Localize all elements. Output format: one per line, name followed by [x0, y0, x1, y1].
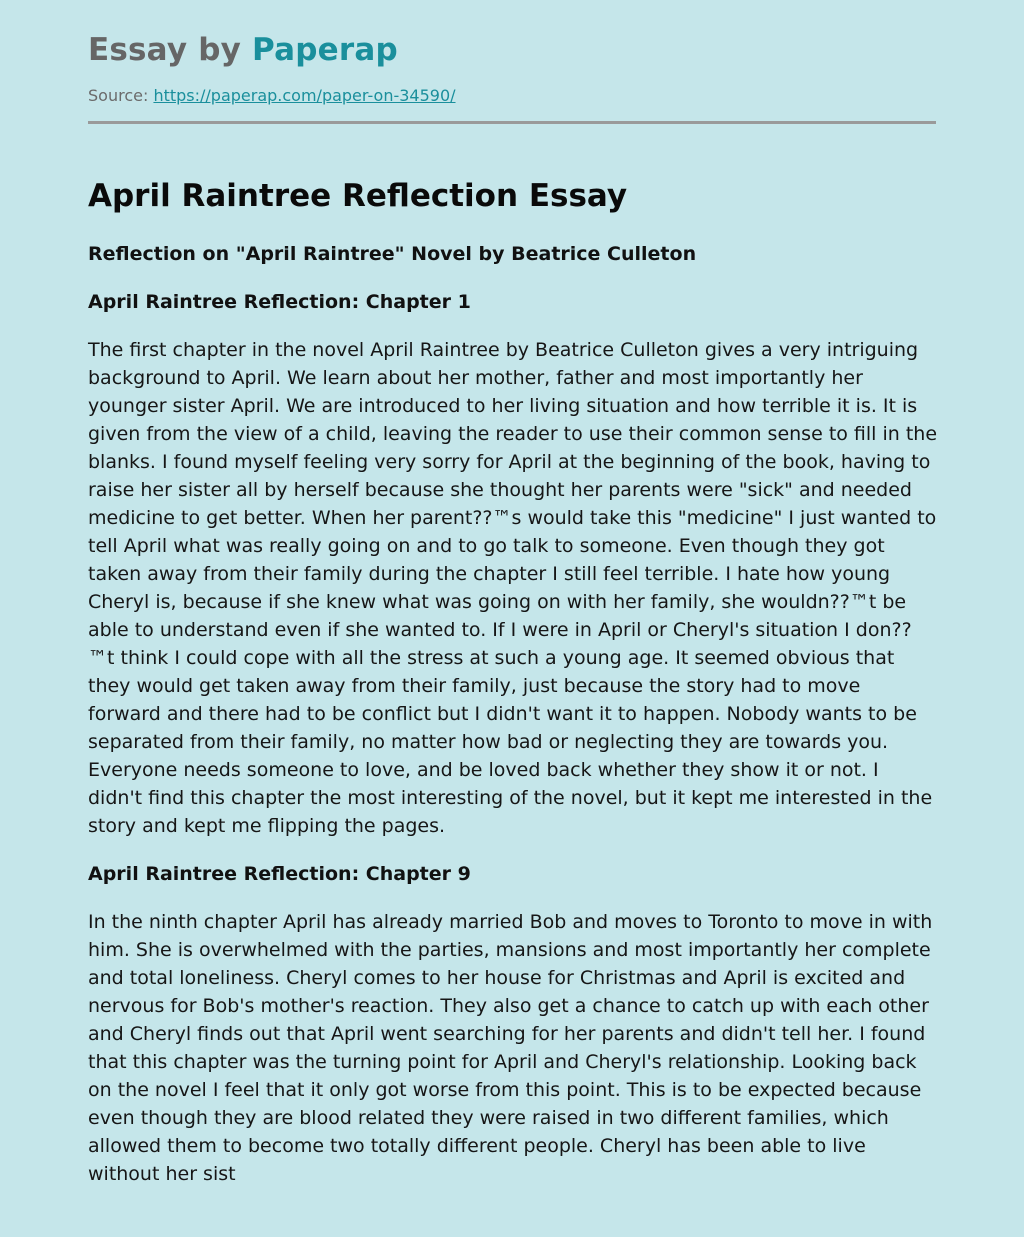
section-heading: April Raintree Reflection: Chapter 1	[88, 291, 471, 313]
source-label: Source:	[88, 86, 149, 105]
section-paragraph: In the ninth chapter April has already married Bob and moves to Toronto to move in with him. She is overwhelmed with the parties, mansions and most importantly her complete and total loneliness. Cheryl comes to her house for Christmas and April is excited and nervous for Bob's mother's reaction. They also get a chance to catch up with each other and Cheryl finds out that April went searching for her parents and didn't tell her. I found that this chapter was the turning point for April and Cheryl's relationship. Looking back on the novel I feel that it only got worse from this point. This is to be expected because even though they are blood related they were raised in two different families, which allowed them to become two totally different people. Cheryl has been able to live without her sist	[88, 911, 933, 1185]
essay-section-chapter-1	[88, 288, 936, 840]
source-line	[88, 86, 936, 106]
essay-title: April Raintree Reflection Essay	[88, 178, 628, 214]
source-link[interactable]: https://paperap.com/paper-on-34590/	[153, 86, 456, 105]
site-header	[88, 30, 936, 124]
brand-name: Paperap	[252, 32, 398, 68]
site-brand[interactable]	[88, 30, 936, 70]
brand-prefix: Essay by	[88, 32, 253, 68]
essay-content	[88, 176, 936, 1188]
essay-subtitle: Reflection on "April Raintree" Novel by Beatrice Culleton	[88, 243, 697, 265]
section-paragraph: The first chapter in the novel April Raintree by Beatrice Culleton gives a very intriguing background to April. We learn about her mother, father and most importantly her younger sister April. We are introduced to her living situation and how terrible it is. It is given from the view of a child, leaving the reader to use their common sense to fill in the blanks. I found myself feeling very sorry for April at the beginning of the book, having to raise her sister all by herself because she thought her parents were "sick" and needed medicine to get better. When her parent??™s would take this "medicine" I just wanted to tell April what was really going on and to go talk to someone. Even though they got taken away from their family during the chapter I still feel terrible. I hate how young Cheryl is, because if she knew what was going on with her family, she wouldn??™t be able to understand even if she wanted to. If I were in April or Cheryl's situation I don??™t think I could cope with all the stress at such a young age. It seemed obvious that they would get taken away from their family, just because the story had to move forward and there had to be conflict but I didn't want it to happen. Nobody wants to be separated from their family, no matter how bad or neglecting they are towards you. Everyone needs someone to love, and be loved back whether they show it or not. I didn't find this chapter the most interesting of the novel, but it kept me interested in the story and kept me flipping the pages.	[88, 339, 938, 837]
section-heading: April Raintree Reflection: Chapter 9	[88, 863, 471, 885]
essay-section-chapter-9	[88, 860, 936, 1188]
header-divider	[88, 121, 936, 124]
